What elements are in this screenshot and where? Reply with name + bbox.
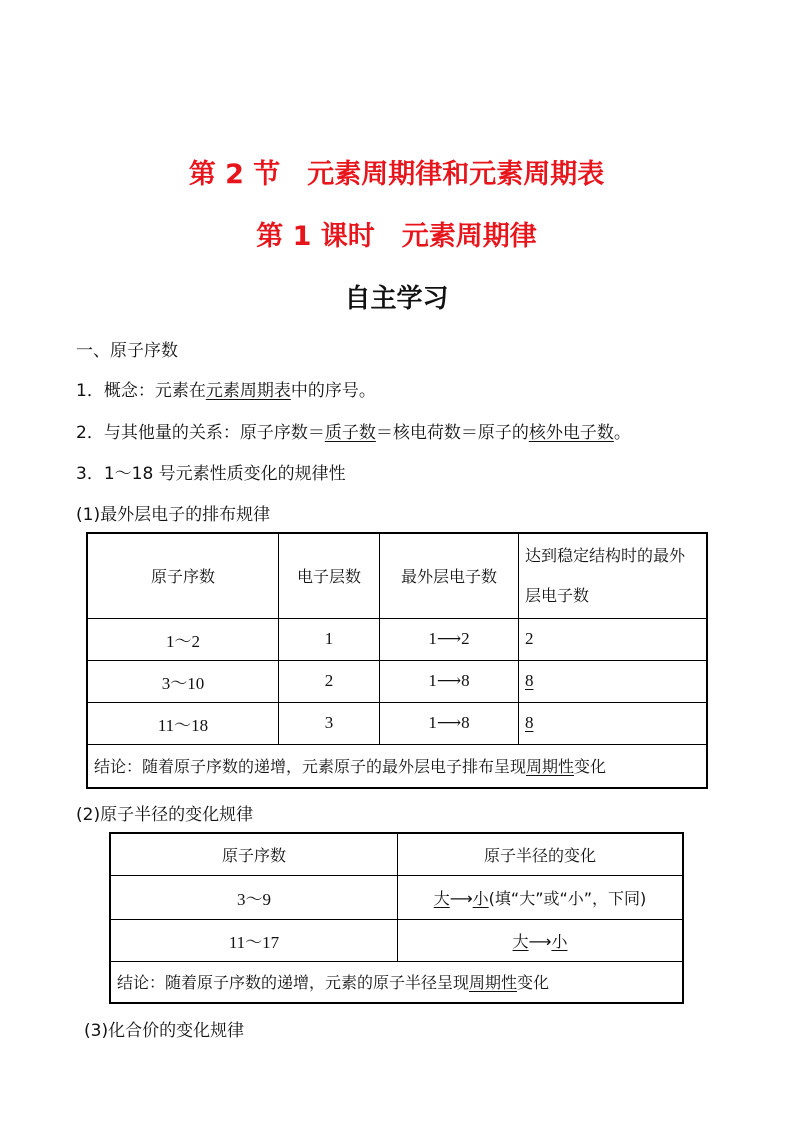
blank-answer: 小 — [472, 888, 489, 908]
table-header: 原子序数 — [110, 833, 398, 875]
table-header: 原子序数 — [87, 533, 279, 618]
part1-heading: 一、原子序数 — [76, 341, 178, 361]
item-2: 2．与其他量的关系：原子序数＝质子数＝核电荷数＝原子的核外电子数。 — [76, 423, 631, 443]
table-row: 11～17 大⟶小 — [110, 919, 683, 961]
table-row: 1～2 1 1⟶2 2 — [87, 618, 707, 660]
item-3: 3．1～18 号元素性质变化的规律性 — [76, 464, 346, 484]
table-header: 原子半径的变化 — [398, 833, 684, 875]
blank-answer: 大 — [433, 888, 450, 908]
table-conclusion: 结论：随着原子序数的递增，元素原子的最外层电子排布呈现周期性变化 — [87, 744, 707, 788]
blank-answer: 周期性 — [469, 973, 518, 993]
lesson-title: 第 1 课时 元素周期律 — [256, 221, 537, 252]
electron-table — [86, 532, 708, 789]
table-header: 达到稳定结构时的最外层电子数 — [519, 533, 708, 618]
table-header: 电子层数 — [279, 533, 380, 618]
table-row: 3～10 2 1⟶8 8 — [87, 660, 707, 702]
blank-answer: 核外电子数 — [528, 423, 614, 443]
radius-table — [109, 832, 684, 1004]
blank-answer: 小 — [551, 931, 568, 951]
sub3-heading: (3)化合价的变化规律 — [84, 1021, 245, 1041]
section-heading: 自主学习 — [344, 284, 449, 314]
table-row: 11～18 3 1⟶8 8 — [87, 702, 707, 744]
table-header: 最外层电子数 — [380, 533, 519, 618]
table-conclusion: 结论：随着原子序数的递增，元素的原子半径呈现周期性变化 — [110, 961, 683, 1003]
blank-answer: 8 — [525, 713, 534, 732]
sub1-heading: (1)最外层电子的排布规律 — [76, 505, 271, 525]
table-row: 3～9 大⟶小(填“大”或“小”，下同) — [110, 875, 683, 919]
blank-answer: 元素周期表 — [205, 381, 291, 401]
blank-answer: 大 — [512, 931, 529, 951]
page-title: 第 2 节 元素周期律和元素周期表 — [188, 159, 605, 190]
blank-answer: 周期性 — [526, 757, 575, 777]
item-1: 1．概念：元素在元素周期表中的序号。 — [76, 381, 376, 401]
blank-answer: 8 — [525, 671, 534, 690]
blank-answer: 质子数 — [324, 423, 376, 443]
sub2-heading: (2)原子半径的变化规律 — [76, 805, 254, 825]
